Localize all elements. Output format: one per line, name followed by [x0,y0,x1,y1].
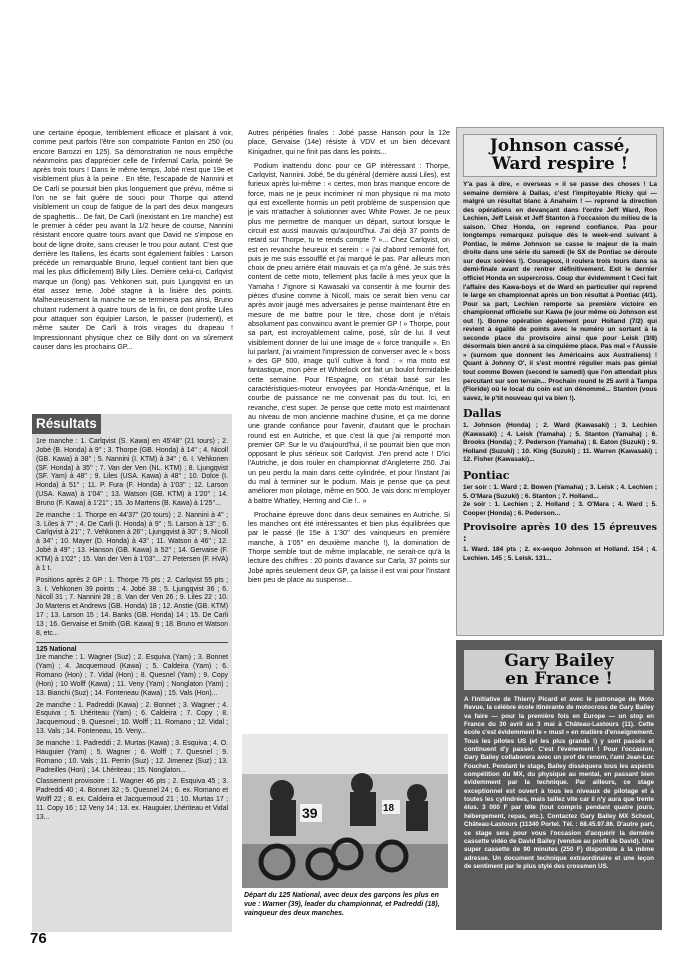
results-box [32,414,232,932]
article-paragraph: Autres péripéties finales : Jobé passe Hanson pour la 12e place, Gervaise (14e) résiste à VDV et un bien décevant Kinigadner, qui ne finit pas dans les points... [248,129,450,156]
results-national-manche-3: 3e manche : 1. Padreddi ; 2. Murtas (Kawa) ; 3. Esquiva ; 4. O. Hauguier (Yam) ; 5. Wagner ; 6. Wolff ; 7. Quesnel ; 9. Romano ; 10. Vals ; 11. Perrin (Suz) ; 12. Jimenez (Suz) ; 13. Padreilles (Hon) ; 14. Lhériteau ; 15. Nonglaton... [36,740,228,774]
sidebar-pontiac-night-2: 2e soir : 1. Lechien ; 2. Holland ; 3. O'Mara ; 4. Ward ; 5. Cooper (Honda) ; 6. Pederson... [463,501,657,517]
svg-text:18: 18 [383,803,395,814]
motocross-riders-image [242,734,448,888]
results-body [32,434,232,830]
sidebar-provisional-title: Provisoire après 10 des 15 épreuves : [463,522,657,545]
results-national-manche-1: 1re manche : 1. Wagner (Suz) ; 2. Esquiva (Yam) ; 3. Bonnet (Yam) ; 4. Jacquemoud (Kawa) ; 5. Caldeira (Yam) ; 6. Romano (Hon) ; 7. Vidal (Hon) ; 8. Quesnel (Yam) ; 9. Copy (Hon) ; 10 Wolff (Kawa) ; 11. Veny (Yam) ; Nonglaton (Yam) ; 13. Bianchi (Suz) ; 14. Fonteneau (Kawa) ; 15. Vals (Hon)... [36,654,228,697]
sidebar-headline [463,134,657,177]
sidebar-pontiac-night-1: 1er soir : 1. Ward ; 2. Bowen (Yamaha) ; 3. Leisk ; 4. Lechien ; 5. O'Mara (Suzuki) ; 6. Stanton ; 7. Holland... [463,483,657,500]
results-national-classement: Classement provisoire : 1. Wagner 46 pts ; 2. Esquiva 45 ; 3. Padreddi 40 ; 4. Bonnet 32 ; 5. Quesnel 24 ; 6. ex. Romano et Wolff 22 ; 8. ex. Caldeira et Jacquemoud 21 ; 10. Murtas 17 ; 11. Copy 16 ; 12 Veny 14 ; 13. ex. Hauguier, Lhériteau et Vidal 13... [36,778,228,821]
sidebar-title-line-1: Johnson cassé, [489,136,631,156]
race-start-photo [242,734,448,888]
gary-bailey-box [456,640,662,930]
sidebar-pontiac-title: Pontiac [463,468,510,482]
gary-bailey-title-line-2: en France ! [505,669,613,689]
johnson-sidebar [456,127,664,636]
article-paragraph: Podium inattendu donc pour ce GP intéressant : Thorpe, Carlqvist, Nannini. Jobé, 5e du général (derrière aussi Liles), est furieux après lui-même : « certes, mon bras manque encore de force, mais ne je peux incriminer ni mon physique ni ma moto qui est excellente hormis un petit problème de suspension que je vais m'attacher à solutionner avec White Power. Je ne peux plus me permettre de manquer un départ, surtout lorsque le circuit est aussi mauvais qu'aujourd'hui. J'ai déjà 37 points de retard sur Thorpe, tu te rends compte ? »... Chez Carlqvist, on est en revanche heureux et serein : « j'ai d'abord remonté fort, puis je me suis essoufflé et j'ai marqué le pas. Par ailleurs mon choix de pneu arrière était mauvais et ça m'a gêné. Je suis très content de cette moto, tellement plus facile à mes yeux que la Yamaha ! J'ignore si Kawasaki va consentir à me fournir des pièces d'usine comme à Nicoll, mais ce serait bien venu car après avoir jaugé mes adversaires je pense maintenant être en mesure de me battre pour le titre, chose dont je n'étais absolument pas convaincu avant le premier GP ! » Thorpe, pour sa part, est incroyablement calme, posé, sûr de lui. Il veut visiblement donner de lui une image de « force tranquille ». En lui parlant, j'ai vraiment l'impression de converser avec le « boss » des GP 500, image qu'il cultive à fond : « ma moto est fantastique, mon père et Whitelock ont fait un boulot formidable cette semaine. Pour l'Espagne, on s'était basé sur les caractéristiques-moteur envoyées par Honda-Amérique, et la courbe de puissance ne me convenait pas du tout. Ici, en revanche, c'est super. Je pense que cette moto est maintenant au niveau de mon ancienne machine d'usine, et ça me donne une grande confiance pour l'avenir, d'autant que le prochain round est en Autriche, et que c'est là que j'ai remporté mon premier GP. Sur le vu d'aujourd'hui, il se pourrait bien que mon opposant le plus sérieux soit Carlqvist. J'en prend acte ! D'ici l'Autriche, je dois rouler en championnat d'Angleterre 250. J'ai un peu perdu la main dans cette cylindrée, et pour l'instant j'ai du mal à terminer sur le podium. Mais je pense que ça peut améliorer mon pilotage, même en 500. Je vais donc m'employer à battre Whatley, Herring and Cie !.. » [248,161,450,505]
gary-bailey-headline [464,650,654,690]
gary-bailey-body: A l'initiative de Thierry Picard et avec le patronage de Moto Revue, la célèbre école itinérante de motocross de Gary Bailey va faire — pour la première fois en Europe — un stop en France du 30 avril au 3 mai à Château-Lastours (11). Cette école c'est évidemment le « must » en matière d'enseignement. Tous les pilotes US (et les plus grands !) y sont passés et continuent d'y passer. C'est l'événement ! Pour l'occasion, Gary Bailey collaborera avec un prof de renom, l'ami Jean-Luc Fouchet. Pendant le stage, Bailey dissèquera tous les aspects compétition du MX, du physique au mental, en passant bien évidemment par la technique. Par ailleurs, ce stage exceptionnel est ouvert à tous les niveaux de pilotage et à toutes les cylindrées, mais taillez vite car il n'y aura que trente élus. 3 000 F par tête (tout compris pendant quatre jours, hébergement, repas, etc.). Contactez Gary Bailey MX School, Château-Lastours (11340 Portel. Tél. : 68.45.97.86. D'autre part, ce stage sera pour vous l'occasion d'acquérir la dernière cassette vidéo de David Bailey (vendue au profit de David). Une super cassette de 90 minutes (250 F) disponible à la même adresse. Un document technique extraordinaire et une leçon de sentiment par le plus stylé des crossmen US. [464,696,655,870]
svg-text:39: 39 [302,805,318,821]
sidebar-provisional-results: 1. Ward. 184 pts ; 2. ex-aequo Johnson et Holland. 154 ; 4. Lechien. 145 ; 5. Leisk. 131... [463,546,657,562]
article-paragraph: une certaine époque, terriblement efficace et plaisant à voir, comme peut parfois l'être son compatriote Fanton en 250 (ou encore Barozzi en 125). Sa démonstration ne nous empêche néanmoins pas d'apprécier celle de l'infernal Carla, pointé 9e après trois tours ! Dans le même temps, Jobé n'est que 19e et visiblement plus à la peine . En tête, l'escapade de Nannini et De Carli se poursuit bien plus longuement que prévu, même si l'on ne se fait guère de souci pour Thorpe qui attend visiblement un coup de fatigue de la part des deux mangeurs de spaghettis... De fait, De Carli (inexistant en 1re manche) est le premier à céder peu avant la 1/2 heure de course, Nannini résistant encore quatre tours avant que David ne s'impose en bout de ligne droite, sans creuser le trou pour autant. C'est que derrière les Italiens, les écarts sont également faibles : Larson précède un remarquable Bruno, lequel contient tant bien que mal les plus difficilement) Billy Liles. Derrière celui-ci, Carlqvist marque un (long) pas. Vehkonen suit, puis Ljungqvist en un état assez terne. Jobé stagne à la lisière des points. Malheureusement la manche ne se terminera pas ainsi, Bruno chutant rudement à quatre tours de la fin, ce dont profite Liles pour attaquer son équipier Larson, le passer (rudement), et même sauter De Carli à trois virages du drapeau ! Impressionnant physique chez ce Billy dont on va sûrement causer dans les prochains GP... [33,129,233,351]
sidebar-dallas-results: 1. Johnson (Honda) ; 2. Ward (Kawasaki) ; 3. Lechien (Kawasaki) ; 4. Leisk (Yamaha) ; 5. Stanton (Yamaha) ; 6. Brooks (Honda) ; 7. Pederson (Yamaha) ; 8. Eaton (Suzuki) ; 9. Holland (Suzuki) ; 10. King (Suzuki) ; 11. Warren (Kawasaki) ; 12. Fisher (Kawasaki)... [463,422,657,464]
article-column-2 [248,129,450,590]
sidebar-dallas-title: Dallas [463,407,502,421]
page-number: 76 [30,930,47,947]
article-column-1 [33,129,233,357]
results-positions: Positions après 2 GP : 1. Thorpe 75 pts ; 2. Carlqvist 55 pts ; 3. I. Vehkonen 39 points ; 4. Jobé 38 ; 5. Ljungqvist 36 ; 6. Nicoll 31 ; 7. Nannini 28 ; 8. Van der Ven 26 ; 9. Liles 22 ; 10. Jo Martens et Andrews (GB. Honda) 18 ; 12. Anstie (GB. KTM) 17 ; 13. Larson 15 ; 14. Banks (GB. Honda) 14 ; 15. De Carli 13 ; 16. Gervaise et Smith (GB. Kawa) 9 ; 18. Bruno et Watson 8, etc... [36,576,228,637]
results-national-title: 125 National [36,645,77,653]
results-manche-1: 1re manche : 1. Carlqvist (S. Kawa) en 45'48'' (21 tours) ; 2. Jobé (B. Honda) à 9'' ; 3. Thorpe (GB. Honda) à 14'' ; 4. Nicoll (GB. Kawa) à 38'' ; 5. Nannini (I. KTM) à 34'' ; 6. I. Vehkonen (SF. Honda) à 35'' ; 7. Van der Ven (NL. KTM) ; 8. Ljungqvist (SF. Yam) à 48'' ; 9. Liles (USA. Kawa) à 48'' ; 10. Dolce (I. Honda) à 51'' ; 11. P. Fura (F. Honda) à 1'03'' ; 12. Larson (USA. Kawa) à 1'04'' ; 13. Watson (GB. KTM) à 1'20'' ; 14. Bruno (F. Kawa) à 1'21'' ; 15. Jo Martens (B. Kawa) à 1'25''... [36,438,228,507]
gary-bailey-title-line-1: Gary Bailey [504,651,614,671]
divider [36,642,228,643]
sidebar-paragraph: Y'a pas à dire, « overseas » il se passe des choses ! La semaine dernière à Dallas, c'est l'impitoyable Ricky qui — malgré un résultat blanc à Anaheim ! — reprend la direction des opérations en devançant dans l'ordre Jeff Ward, Ron Lechien, Jeff Leisk et Jeff Stanton à l'occasion du milieu de la saison. Chez Honda, on reprend confiance. Pas pour longtemps remarquez puisque dès le week-end suivant à Pontiac, le même Johnson se casse le majeur de la main droite dans une série du samedi (le SX de Pontiac se déroule sur deux soirées !). Courageux, il roulera trois tours dans sa demi-finale avant de rentrer définitivement. Exit le dernier officiel Honda en supercross. Coup dur évidemment ! Ceci fait l'affaire des Kawa-boys et de Ward en particulier qui reprend le large en championnat après un bon résultat à Pontiac (4/1). Pour sa part, Lechien remporte sa première victoire en championnat officielle sur Kawa (le jour même où Johnson est out !). Bonne opération également pour Holland (7/2) qui revient à égalité de points avec le numéro un sortant à la seconde place du provisoire ainsi que pour Leisk (3/8) désormais bien ancré à sa cinquième place. Pas mal « l'Aussie » (surnom que donnent les Américains aux Australiens) ! Quant à Johnny O', il s'est montré régulier mais pas génial tout comme Bowen (second le samedi) que l'on attendait plus percutant sur son terrain... Prochain round le 25 avril à Tampa (Floride) où le local du coin est un dénommé... Stanton (vous savez, le p'tit nouveau qui va bien !). [463,181,657,402]
results-title: Résultats [32,414,101,434]
results-national-manche-2: 2e manche : 1. Padreddi (Kawa) ; 2. Bonnet ; 3. Wagner ; 4. Esquiva ; 5. Lhériteau (Yam) ; 6. Caldeira ; 7. Copy ; 8. Jacquemoud ; 9. Quesnel ; 10. Wolff ; 11. Romano ; 12. Vidal ; 13. Vals ; 14. Fonteneau, 15. Veny... [36,701,228,736]
sidebar-title-line-2: Ward respire ! [491,154,629,174]
article-paragraph: Prochaine épreuve donc dans deux semaines en Autriche. Si les manches ont été intéressantes et bien plus équilibrées que par le passé (le 15e à 1'30'' des vainqueurs en première manche, à 1'05'' en deuxième manche !), la domination de Thorpe semble tout de même implacable, ne serait-ce qu'à la lecture des chiffres : 20 points d'avance sur Carla, 37 points sur Jobé après seulement deux GP, ça laisse il est vrai pour l'instant bien peu de place au suspense... [248,510,450,584]
sidebar-body [457,181,663,563]
photo-caption: Départ du 125 National, avec deux des garçons les plus en vue : Warner (39), leader du championnat, et Padreddi (18), vainqueur des deux manches. [244,892,440,917]
results-manche-2: 2e manche : 1. Thorpe en 44'37'' (20 tours) ; 2. Nannini à 4'' ; 3. Liles à 7'' ; 4. De Carli (I. Honda) à 9'' ; 5. Larson à 13'' ; 6. Carlqvist à 21'' ; 7. Vehkonen à 26'' ; Ljungqvist à 30'' ; 9. Nicoll à 34'' ; 10. Mayer (D. Honda) à 43'' ; 11. Watson à 46'' ; 12. Jobé à 49'' ; 13. Hanson (GB. Kawa) à 52'' ; 14. Gervaise (F. KTM) à 1'02'' ; 15. Van der Ven à 1'03''... 27 Petersen (F. HVA) à 1 t. [36,511,228,572]
